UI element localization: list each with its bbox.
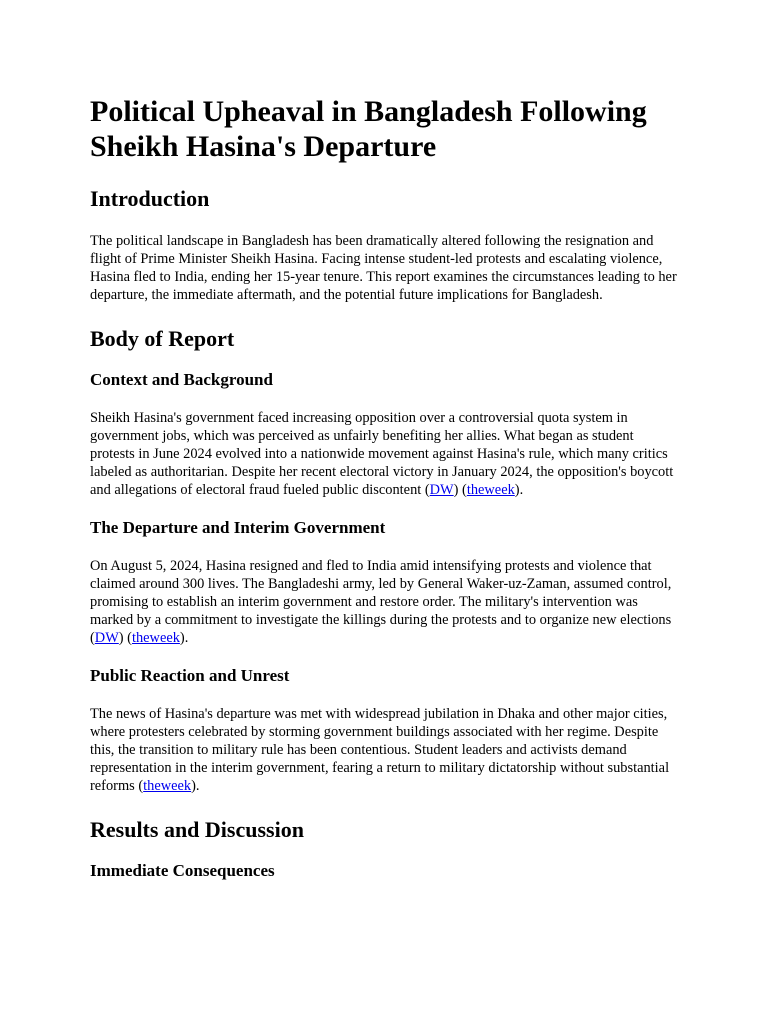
section-heading-results-and-discussion: Results and Discussion — [90, 817, 304, 842]
context-text: Sheikh Hasina's government faced increasing opposition over a controversial quota system in government jobs, which was perceived as unfairly benefiting her allies. What began as student protests in June 2024 evolved into a nationwide movement against Hasina's rule, which many critics labeled as authoritarian. Despite her recent electoral victory in January 2024, the opposition's boycott and allegations of electoral fraud fueled public discontent ( — [90, 410, 674, 498]
public-reaction-paragraph — [90, 705, 680, 795]
citation-close: ). — [179, 630, 189, 646]
introduction-paragraph: The political landscape in Bangladesh has been dramatically altered following the resignation and flight of Prime Minister Sheikh Hasina. Facing intense student-led protests and escalating violence, Hasina fled to India, ending her 15-year tenure. This report examines the circumstances leading to her departure, the immediate aftermath, and the potential future implications for Bangladesh. — [90, 233, 677, 303]
section-heading-introduction: Introduction — [90, 186, 210, 211]
citation-link-theweek[interactable]: theweek — [466, 482, 515, 498]
subsection-heading-departure: The Departure and Interim Government — [90, 518, 386, 537]
context-paragraph — [90, 409, 680, 499]
subsection-heading-public-reaction: Public Reaction and Unrest — [90, 666, 290, 685]
citation-close: ). — [514, 482, 524, 498]
citation-close: ). — [191, 778, 200, 794]
subsection-heading-context: Context and Background — [90, 370, 273, 389]
citation-link-dw[interactable]: DW — [429, 482, 454, 498]
document-title: Political Upheaval in Bangladesh Following Sheikh Hasina's Departure — [90, 95, 647, 163]
departure-paragraph — [90, 557, 680, 647]
citation-link-theweek[interactable]: theweek — [143, 778, 192, 794]
citation-link-theweek[interactable]: theweek — [131, 630, 180, 646]
section-heading-body-of-report: Body of Report — [90, 326, 235, 351]
subsection-heading-immediate-consequences: Immediate Consequences — [90, 861, 275, 880]
citation-separator: ) ( — [118, 630, 132, 646]
citation-link-dw[interactable]: DW — [94, 630, 119, 646]
public-reaction-text: The news of Hasina's departure was met with widespread jubilation in Dhaka and other major cities, where protesters celebrated by storming government buildings associated with her regime. Despite this, the transition to military rule has been contentious. Student leaders and activists demand representation in the interim government, fearing a return to military dictatorship without substantial reforms ( — [90, 706, 670, 794]
citation-separator: ) ( — [453, 482, 467, 498]
departure-text: On August 5, 2024, Hasina resigned and fled to India amid intensifying protests and violence that claimed around 300 lives. The Bangladeshi army, led by General Waker-uz-Zaman, assumed control, promising to establish an interim government and restore order. The military's intervention was marked by a commitment to investigate the killings during the protests and to organize new elections ( — [90, 558, 672, 646]
